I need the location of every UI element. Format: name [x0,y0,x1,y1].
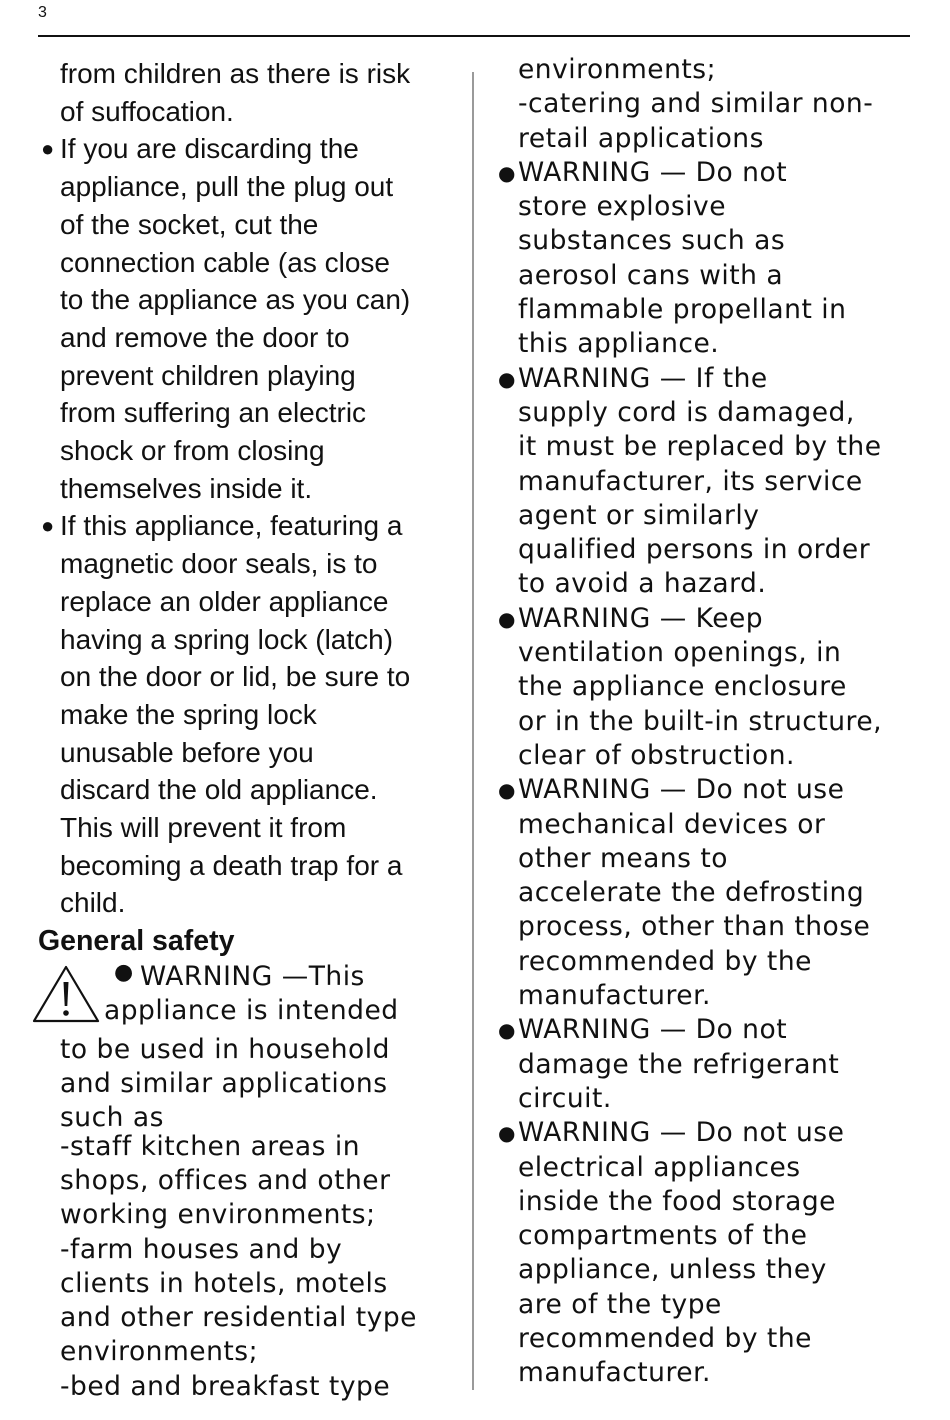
bullet-icon: ● [41,513,55,539]
text-line: damage the refrigerant [518,1048,840,1080]
list-item [498,156,918,362]
text-line: inside the food storage [518,1185,836,1217]
bullet-icon: ● [498,366,516,391]
text-line: child. [60,887,126,919]
warning-text: WARNING —This [140,961,365,993]
bullet-icon: ● [498,1018,516,1043]
text-line: recommended by the [518,1322,812,1354]
list-item [498,362,918,602]
text-line: to avoid a hazard. [518,568,767,600]
right-column [498,53,918,1391]
text-line: WARNING — Do not [518,156,788,188]
header-rule [38,35,910,37]
text-line: If you are discarding the [60,133,359,165]
text-line [38,960,458,994]
list-item [498,602,918,773]
text-line: unusable before you [60,736,314,768]
text-line: and other residential type [60,1302,417,1334]
bullet-icon: ● [498,778,516,803]
right-intro [498,53,918,156]
left-intro [38,55,458,130]
column-divider [472,72,474,1390]
text-line: this appliance. [518,328,720,360]
text-line: If this appliance, featuring a [60,510,403,542]
text-line: connection cable (as close [60,246,390,278]
text-line: shops, offices and other [60,1164,391,1196]
text-line: WARNING — Do not use [518,1117,845,1149]
page-number: 3 [38,4,47,21]
text-line: of the socket, cut the [60,208,319,240]
list-item [38,507,458,922]
usage-list [38,1130,458,1404]
list-item [498,1116,918,1390]
text-line: to be used in household [60,1033,390,1065]
text-line: appliance, unless they [518,1254,827,1286]
text-line: retail applications [518,122,764,154]
text-line: -bed and breakfast type [60,1370,391,1402]
text-line: store explosive [518,191,727,223]
list-item [498,1013,918,1116]
text-line: manufacturer. [518,1357,711,1389]
text-line: appliance is intended [104,995,399,1027]
bullet-icon: ● [498,160,516,185]
text-line: clients in hotels, motels [60,1267,388,1299]
text-line: such as [60,1102,164,1134]
text-line: WARNING — Do not use [518,774,845,806]
text-line: environments; [518,54,717,85]
text-line: replace an older appliance [60,585,389,617]
text-line: manufacturer, its service [518,465,863,497]
text-line: to the appliance as you can) [60,284,411,316]
text-line: supply cord is damaged, [518,396,855,428]
text-line: on the door or lid, be sure to [60,661,411,693]
text-line: it must be replaced by the [518,431,882,463]
text-line: from children as there is risk [60,58,411,89]
text-line: the appliance enclosure [518,671,847,703]
text-line: of suffocation. [60,95,234,127]
bullet-icon: ● [41,136,55,162]
text-line: electrical appliances [518,1151,801,1183]
bullet-icon: ● [498,1121,516,1146]
text-line: WARNING — Keep [518,602,764,634]
bullet-icon: ● [498,606,516,631]
text-line: clear of obstruction. [518,739,795,771]
text-line: becoming a death trap for a [60,849,403,881]
text-line: and remove the door to [60,321,350,353]
text-line: or in the built-in structure, [518,705,883,737]
text-line: agent or similarly [518,499,760,531]
text-line: make the spring lock [60,698,317,730]
text-line: -catering and similar non- [518,88,874,120]
text-line: -staff kitchen areas in [60,1130,361,1162]
text-line: qualified persons in order [518,534,871,566]
text-line: working environments; [60,1199,376,1231]
text-line: recommended by the [518,945,812,977]
text-line: and similar applications [60,1068,388,1100]
text-line: -farm houses and by [60,1233,343,1265]
text-line: other means to [518,842,729,874]
text-line: themselves inside it. [60,472,313,504]
text-line: circuit. [518,1082,612,1114]
warning-block [38,960,458,1135]
text-line: magnetic door seals, is to [60,548,378,580]
text-line: prevent children playing [60,359,356,391]
text-line: WARNING — Do not [518,1014,788,1046]
text-line: having a spring lock (latch) [60,623,394,655]
section-heading: General safety [38,925,235,958]
list-item [498,773,918,1013]
text-line: are of the type [518,1288,722,1320]
text-line: manufacturer. [518,980,711,1012]
text-line: discard the old appliance. [60,774,378,806]
text-line: compartments of the [518,1220,808,1252]
text-line: flammable propellant in [518,294,847,326]
text-line: from suffering an electric [60,397,367,429]
text-line: process, other than those [518,911,871,943]
text-line: environments; [60,1336,259,1368]
text-line: substances such as [518,225,786,257]
text-line: mechanical devices or [518,808,826,840]
text-line: aerosol cans with a [518,259,784,291]
list-item [38,130,458,507]
text-line: This will prevent it from [60,812,347,844]
text-line: shock or from closing [60,435,325,467]
text-line: appliance, pull the plug out [60,171,394,203]
bullet-icon: ● [114,960,134,986]
left-column [38,55,458,1404]
text-line: WARNING — If the [518,362,768,394]
text-line: accelerate the defrosting [518,877,865,909]
text-line: ventilation openings, in [518,637,842,669]
